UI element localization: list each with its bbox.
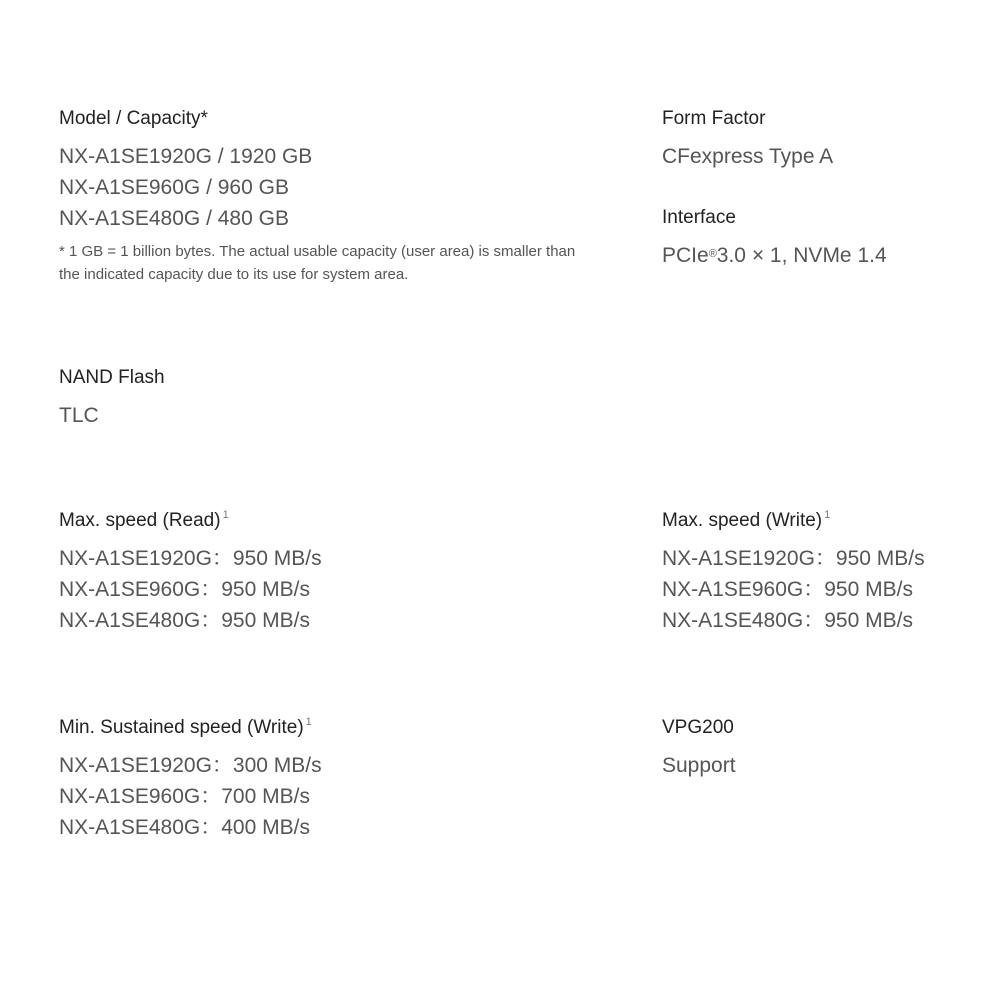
sustained-speed-label <box>59 716 322 740</box>
form-factor-label: Form Factor <box>662 108 766 129</box>
capacity-footnote: * 1 GB = 1 billion bytes. The actual usable capacity (user area) is smaller than the indicated capacity due to its use for system area. <box>59 243 576 283</box>
nand-label: NAND Flash <box>59 367 165 388</box>
interface-value-rest: 3.0 × 1, NVMe 1.4 <box>716 244 887 267</box>
form-factor-value: CFexpress Type A <box>662 145 834 168</box>
footnote-marker: 1 <box>824 509 831 521</box>
read-speed-spec <box>59 509 322 636</box>
vpg-label: VPG200 <box>662 717 734 738</box>
form-factor-spec <box>662 107 833 172</box>
write-speed-value: NX-A1SE1920G：950 MB/s <box>662 547 925 570</box>
interface-label: Interface <box>662 207 736 228</box>
footnote-marker: 1 <box>305 716 312 728</box>
read-speed-value: NX-A1SE480G：950 MB/s <box>59 609 310 632</box>
interface-value-prefix: PCIe <box>662 244 709 267</box>
nand-spec <box>59 366 165 431</box>
registered-mark: ® <box>708 248 717 260</box>
read-speed-value: NX-A1SE1920G：950 MB/s <box>59 547 322 570</box>
vpg-value: Support <box>662 754 736 777</box>
write-speed-label-text: Max. speed (Write) <box>662 510 823 531</box>
capacity-value: NX-A1SE480G / 480 GB <box>59 207 289 230</box>
sustained-speed-spec <box>59 716 322 843</box>
write-speed-spec <box>662 509 925 636</box>
interface-spec <box>662 206 887 271</box>
write-speed-label <box>662 509 925 533</box>
sustained-speed-value: NX-A1SE1920G：300 MB/s <box>59 754 322 777</box>
interface-value <box>662 240 887 271</box>
footnote-marker: 1 <box>222 509 229 521</box>
capacity-label: Model / Capacity* <box>59 108 208 129</box>
read-speed-value: NX-A1SE960G：950 MB/s <box>59 578 310 601</box>
write-speed-value: NX-A1SE960G：950 MB/s <box>662 578 913 601</box>
sustained-speed-label-text: Min. Sustained speed (Write) <box>59 717 304 738</box>
write-speed-value: NX-A1SE480G：950 MB/s <box>662 609 913 632</box>
vpg-spec <box>662 716 736 781</box>
sustained-speed-value: NX-A1SE480G：400 MB/s <box>59 816 310 839</box>
capacity-value: NX-A1SE1920G / 1920 GB <box>59 145 313 168</box>
read-speed-label-text: Max. speed (Read) <box>59 510 221 531</box>
nand-value: TLC <box>59 404 99 427</box>
capacity-spec <box>59 107 599 286</box>
capacity-values <box>59 141 599 234</box>
sustained-speed-value: NX-A1SE960G：700 MB/s <box>59 785 310 808</box>
read-speed-label <box>59 509 322 533</box>
capacity-value: NX-A1SE960G / 960 GB <box>59 176 289 199</box>
